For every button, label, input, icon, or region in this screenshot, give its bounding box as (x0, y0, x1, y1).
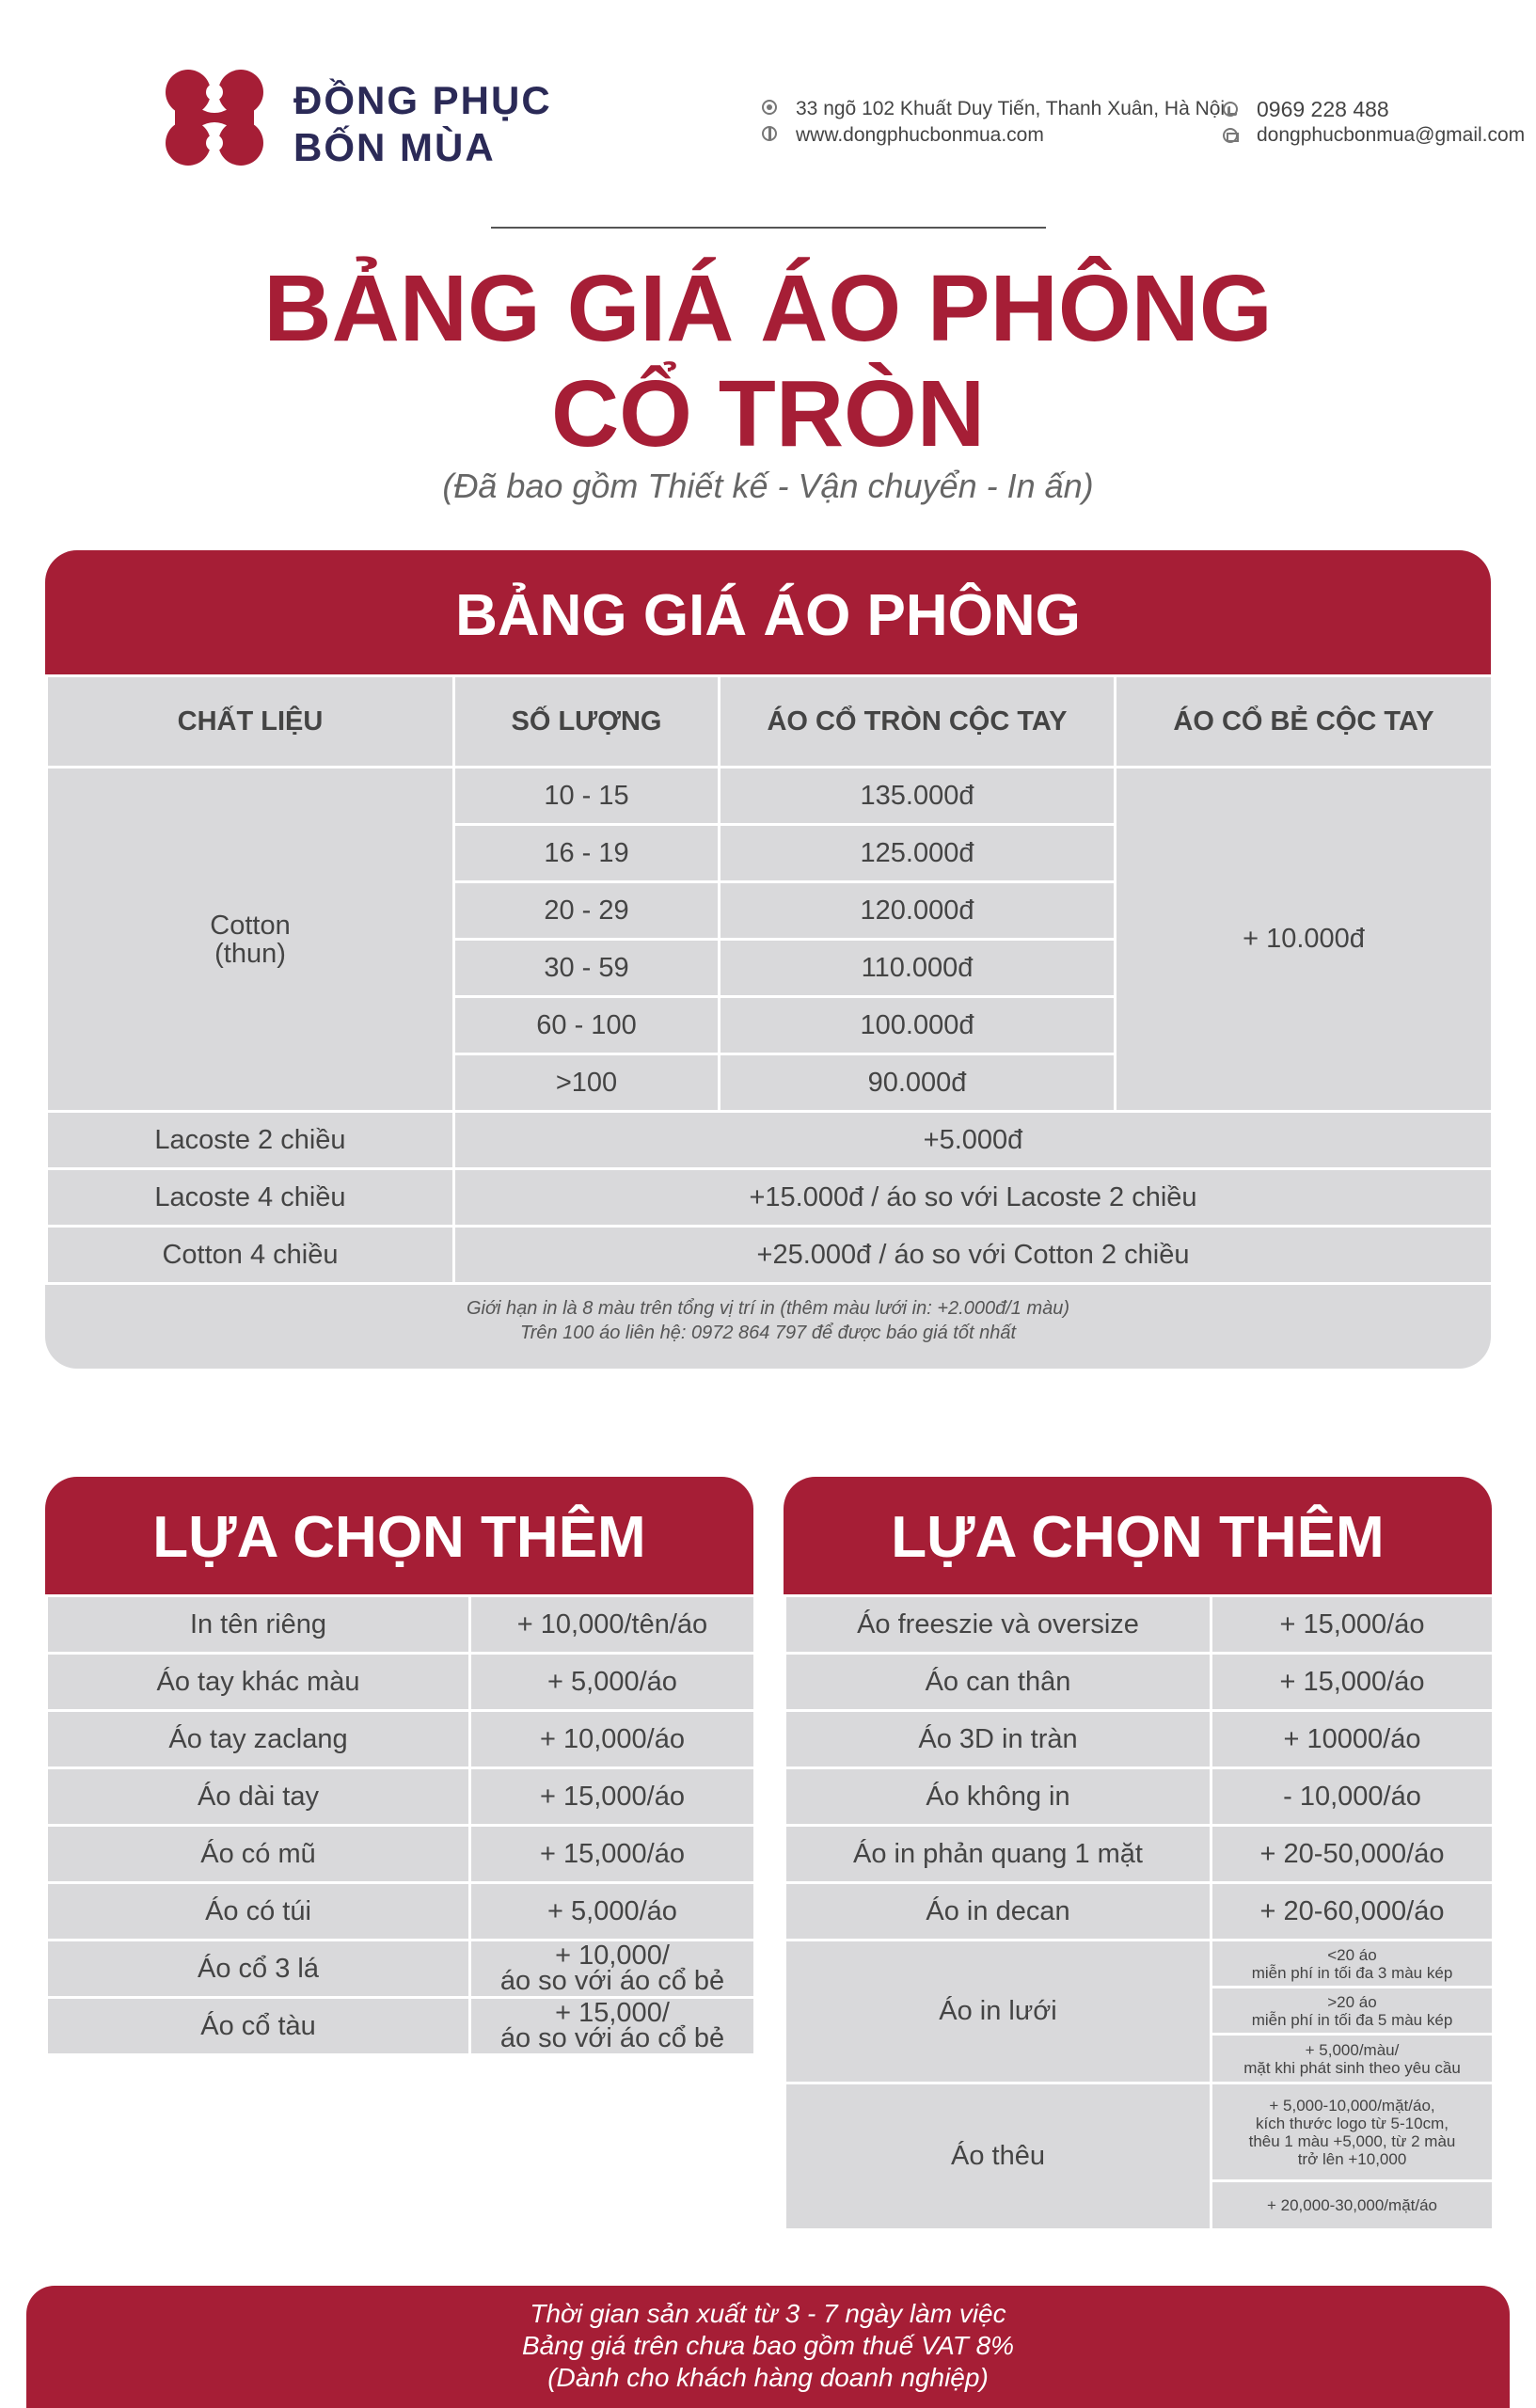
table-row (47, 1169, 1492, 1227)
option-name: Áo không in (785, 1768, 1211, 1826)
brand-logo (162, 66, 275, 169)
table-row (47, 1227, 1492, 1284)
option-name: Áo can thân (785, 1654, 1211, 1711)
col-header-material: CHẤT LIỆU (47, 676, 454, 768)
table-row (47, 1768, 754, 1826)
options-right-heading: LỰA CHỌN THÊM (784, 1477, 1492, 1597)
option-value-line-2: miễn phí in tối đa 5 màu kép (1251, 2010, 1453, 2029)
price-cell: 120.000đ (720, 882, 1116, 940)
option-name: Áo in lưới (785, 1941, 1211, 2083)
option-name: In tên riêng (47, 1596, 470, 1654)
option-value (1211, 1988, 1493, 2035)
price-note-line-1: Giới hạn in là 8 màu trên tổng vị trí in (thêm màu lưới in: +2.000đ/1 màu) (466, 1298, 1070, 1319)
option-value-line-1: + 10,000/ (555, 1941, 670, 1971)
address-text: 33 ngõ 102 Khuất Duy Tiến, Thanh Xuân, Hà Nội (796, 98, 1226, 119)
option-value (470, 1998, 754, 2055)
table-row (47, 1883, 754, 1941)
table-row (785, 2083, 1493, 2181)
header-divider (491, 227, 1046, 229)
option-value: + 5,000/áo (470, 1883, 754, 1941)
option-name: Áo thêu (785, 2083, 1211, 2230)
footer-banner (26, 2286, 1510, 2408)
option-value: + 15,000/áo (470, 1826, 754, 1883)
option-value: + 10000/áo (1211, 1711, 1493, 1768)
phone-icon (1223, 102, 1238, 117)
option-value-line-3: thêu 1 màu +5,000, từ 2 màu (1248, 2131, 1456, 2150)
title-line-1: BẢNG GIÁ ÁO PHÔNG (263, 256, 1273, 361)
page-subtitle: (Đã bao gồm Thiết kế - Vận chuyển - In ấn) (442, 467, 1094, 505)
table-row (47, 1941, 754, 1998)
option-value (470, 1941, 754, 1998)
price-note-line-2: Trên 100 áo liên hệ: 0972 864 797 để được báo giá tốt nhất (519, 1323, 1016, 1343)
col-header-co-be: ÁO CỔ BẺ CỘC TAY (1116, 676, 1492, 768)
option-value-line-1: >20 áo (1327, 1992, 1377, 2011)
table-row (785, 1941, 1493, 1988)
option-value (1211, 2035, 1493, 2083)
option-value-line-1: + 15,000/ (555, 1998, 670, 2028)
contact-info (762, 96, 1525, 149)
material-cotton (47, 768, 454, 1112)
option-value-line-4: trở lên +10,000 (1297, 2149, 1407, 2168)
option-value: + 10,000/áo (470, 1711, 754, 1768)
option-value: + 15,000/áo (1211, 1654, 1493, 1711)
option-value: + 15,000/áo (470, 1768, 754, 1826)
option-value-line-2: mặt khi phát sinh theo yêu cầu (1243, 2058, 1461, 2077)
table-row (47, 768, 1492, 825)
option-value-line-2: áo so với áo cổ bẻ (499, 2023, 725, 2053)
price-cell: 100.000đ (720, 997, 1116, 1054)
option-name: Áo có mũ (47, 1826, 470, 1883)
price-cell: 125.000đ (720, 825, 1116, 882)
price-cell: 110.000đ (720, 940, 1116, 997)
page-title (0, 256, 1536, 467)
option-value: + 5,000/áo (470, 1654, 754, 1711)
table-row (47, 1596, 754, 1654)
globe-icon (762, 126, 777, 141)
footer-line-1: Thời gian sản xuất từ 3 - 7 ngày làm việc (530, 2299, 1006, 2328)
material-extra-value: +15.000đ / áo so với Lacoste 2 chiều (454, 1169, 1492, 1227)
price-cell: 90.000đ (720, 1054, 1116, 1112)
mail-icon (1223, 128, 1238, 143)
option-name: Áo in decan (785, 1883, 1211, 1941)
option-value: - 10,000/áo (1211, 1768, 1493, 1826)
option-name: Áo in phản quang 1 mặt (785, 1826, 1211, 1883)
price-table (45, 674, 1491, 1285)
options-right-panel (784, 1477, 1492, 2248)
material-name: Lacoste 4 chiều (47, 1169, 454, 1227)
option-value (1211, 1941, 1493, 1988)
table-row (47, 1654, 754, 1711)
website-link[interactable]: www.dongphucbonmua.com (796, 124, 1044, 146)
qty-cell: 10 - 15 (454, 768, 720, 825)
option-value-line-2: miễn phí in tối đa 3 màu kép (1251, 1963, 1453, 1982)
option-name: Áo tay khác màu (47, 1654, 470, 1711)
option-name: Áo tay zaclang (47, 1711, 470, 1768)
phone-text[interactable]: 0969 228 488 (1257, 97, 1389, 121)
co-be-extra: + 10.000đ (1116, 768, 1492, 1112)
price-cell: 135.000đ (720, 768, 1116, 825)
option-value: + 20-50,000/áo (1211, 1826, 1493, 1883)
table-row (785, 1826, 1493, 1883)
title-line-2: CỔ TRÒN (550, 361, 986, 467)
option-value-line-1: + 5,000/màu/ (1305, 2040, 1400, 2059)
option-name: Áo dài tay (47, 1768, 470, 1826)
email-link[interactable]: dongphucbonmua@gmail.com (1257, 124, 1526, 146)
brand-line-2: BỐN MÙA (293, 125, 496, 169)
options-left-table (45, 1594, 753, 2056)
material-extra-value: +5.000đ (454, 1112, 1492, 1169)
option-value-line-2: kích thước logo từ 5-10cm, (1256, 2114, 1449, 2132)
footer-line-3: (Dành cho khách hàng doanh nghiệp) (547, 2363, 989, 2392)
brand-line-1: ĐỒNG PHỤC (293, 78, 552, 122)
option-value-line-2: áo so với áo cổ bẻ (499, 1966, 725, 1996)
price-table-panel (45, 550, 1491, 1369)
qty-cell: 16 - 19 (454, 825, 720, 882)
table-row (785, 1883, 1493, 1941)
option-name: Áo freeszie và oversize (785, 1596, 1211, 1654)
qty-cell: 60 - 100 (454, 997, 720, 1054)
material-cotton-sublabel: (thun) (214, 938, 286, 969)
location-icon (762, 100, 777, 115)
option-value: + 10,000/tên/áo (470, 1596, 754, 1654)
table-row (785, 1768, 1493, 1826)
footer-line-2: Bảng giá trên chưa bao gồm thuế VAT 8% (521, 2331, 1015, 2360)
option-name: Áo có túi (47, 1883, 470, 1941)
option-value (1211, 2083, 1493, 2181)
option-value-line-1: <20 áo (1327, 1945, 1377, 1964)
qty-cell: 20 - 29 (454, 882, 720, 940)
option-name: Áo 3D in tràn (785, 1711, 1211, 1768)
table-row (785, 1654, 1493, 1711)
material-name: Cotton 4 chiều (47, 1227, 454, 1284)
table-row (47, 1998, 754, 2055)
price-note (45, 1285, 1491, 1345)
option-value: + 20,000-30,000/mặt/áo (1211, 2181, 1493, 2230)
qty-cell: >100 (454, 1054, 720, 1112)
table-header-row (47, 676, 1492, 768)
option-value: + 15,000/áo (1211, 1596, 1493, 1654)
options-left-heading: LỰA CHỌN THÊM (45, 1477, 753, 1597)
col-header-co-tron: ÁO CỔ TRÒN CỘC TAY (720, 676, 1116, 768)
option-name: Áo cổ tàu (47, 1998, 470, 2055)
options-left-panel (45, 1477, 753, 2060)
qty-cell: 30 - 59 (454, 940, 720, 997)
option-value-line-1: + 5,000-10,000/mặt/áo, (1269, 2096, 1435, 2115)
col-header-quantity: SỐ LƯỢNG (454, 676, 720, 768)
table-row (785, 1711, 1493, 1768)
brand-name (293, 77, 552, 171)
material-name: Lacoste 2 chiều (47, 1112, 454, 1169)
option-name: Áo cổ 3 lá (47, 1941, 470, 1998)
option-value: + 20-60,000/áo (1211, 1883, 1493, 1941)
table-row (47, 1826, 754, 1883)
table-row (785, 1596, 1493, 1654)
table-row (47, 1711, 754, 1768)
table-row (47, 1112, 1492, 1169)
options-right-table (784, 1594, 1492, 2231)
material-cotton-label: Cotton (210, 910, 291, 941)
material-extra-value: +25.000đ / áo so với Cotton 2 chiều (454, 1227, 1492, 1284)
price-table-heading: BẢNG GIÁ ÁO PHÔNG (45, 550, 1491, 677)
